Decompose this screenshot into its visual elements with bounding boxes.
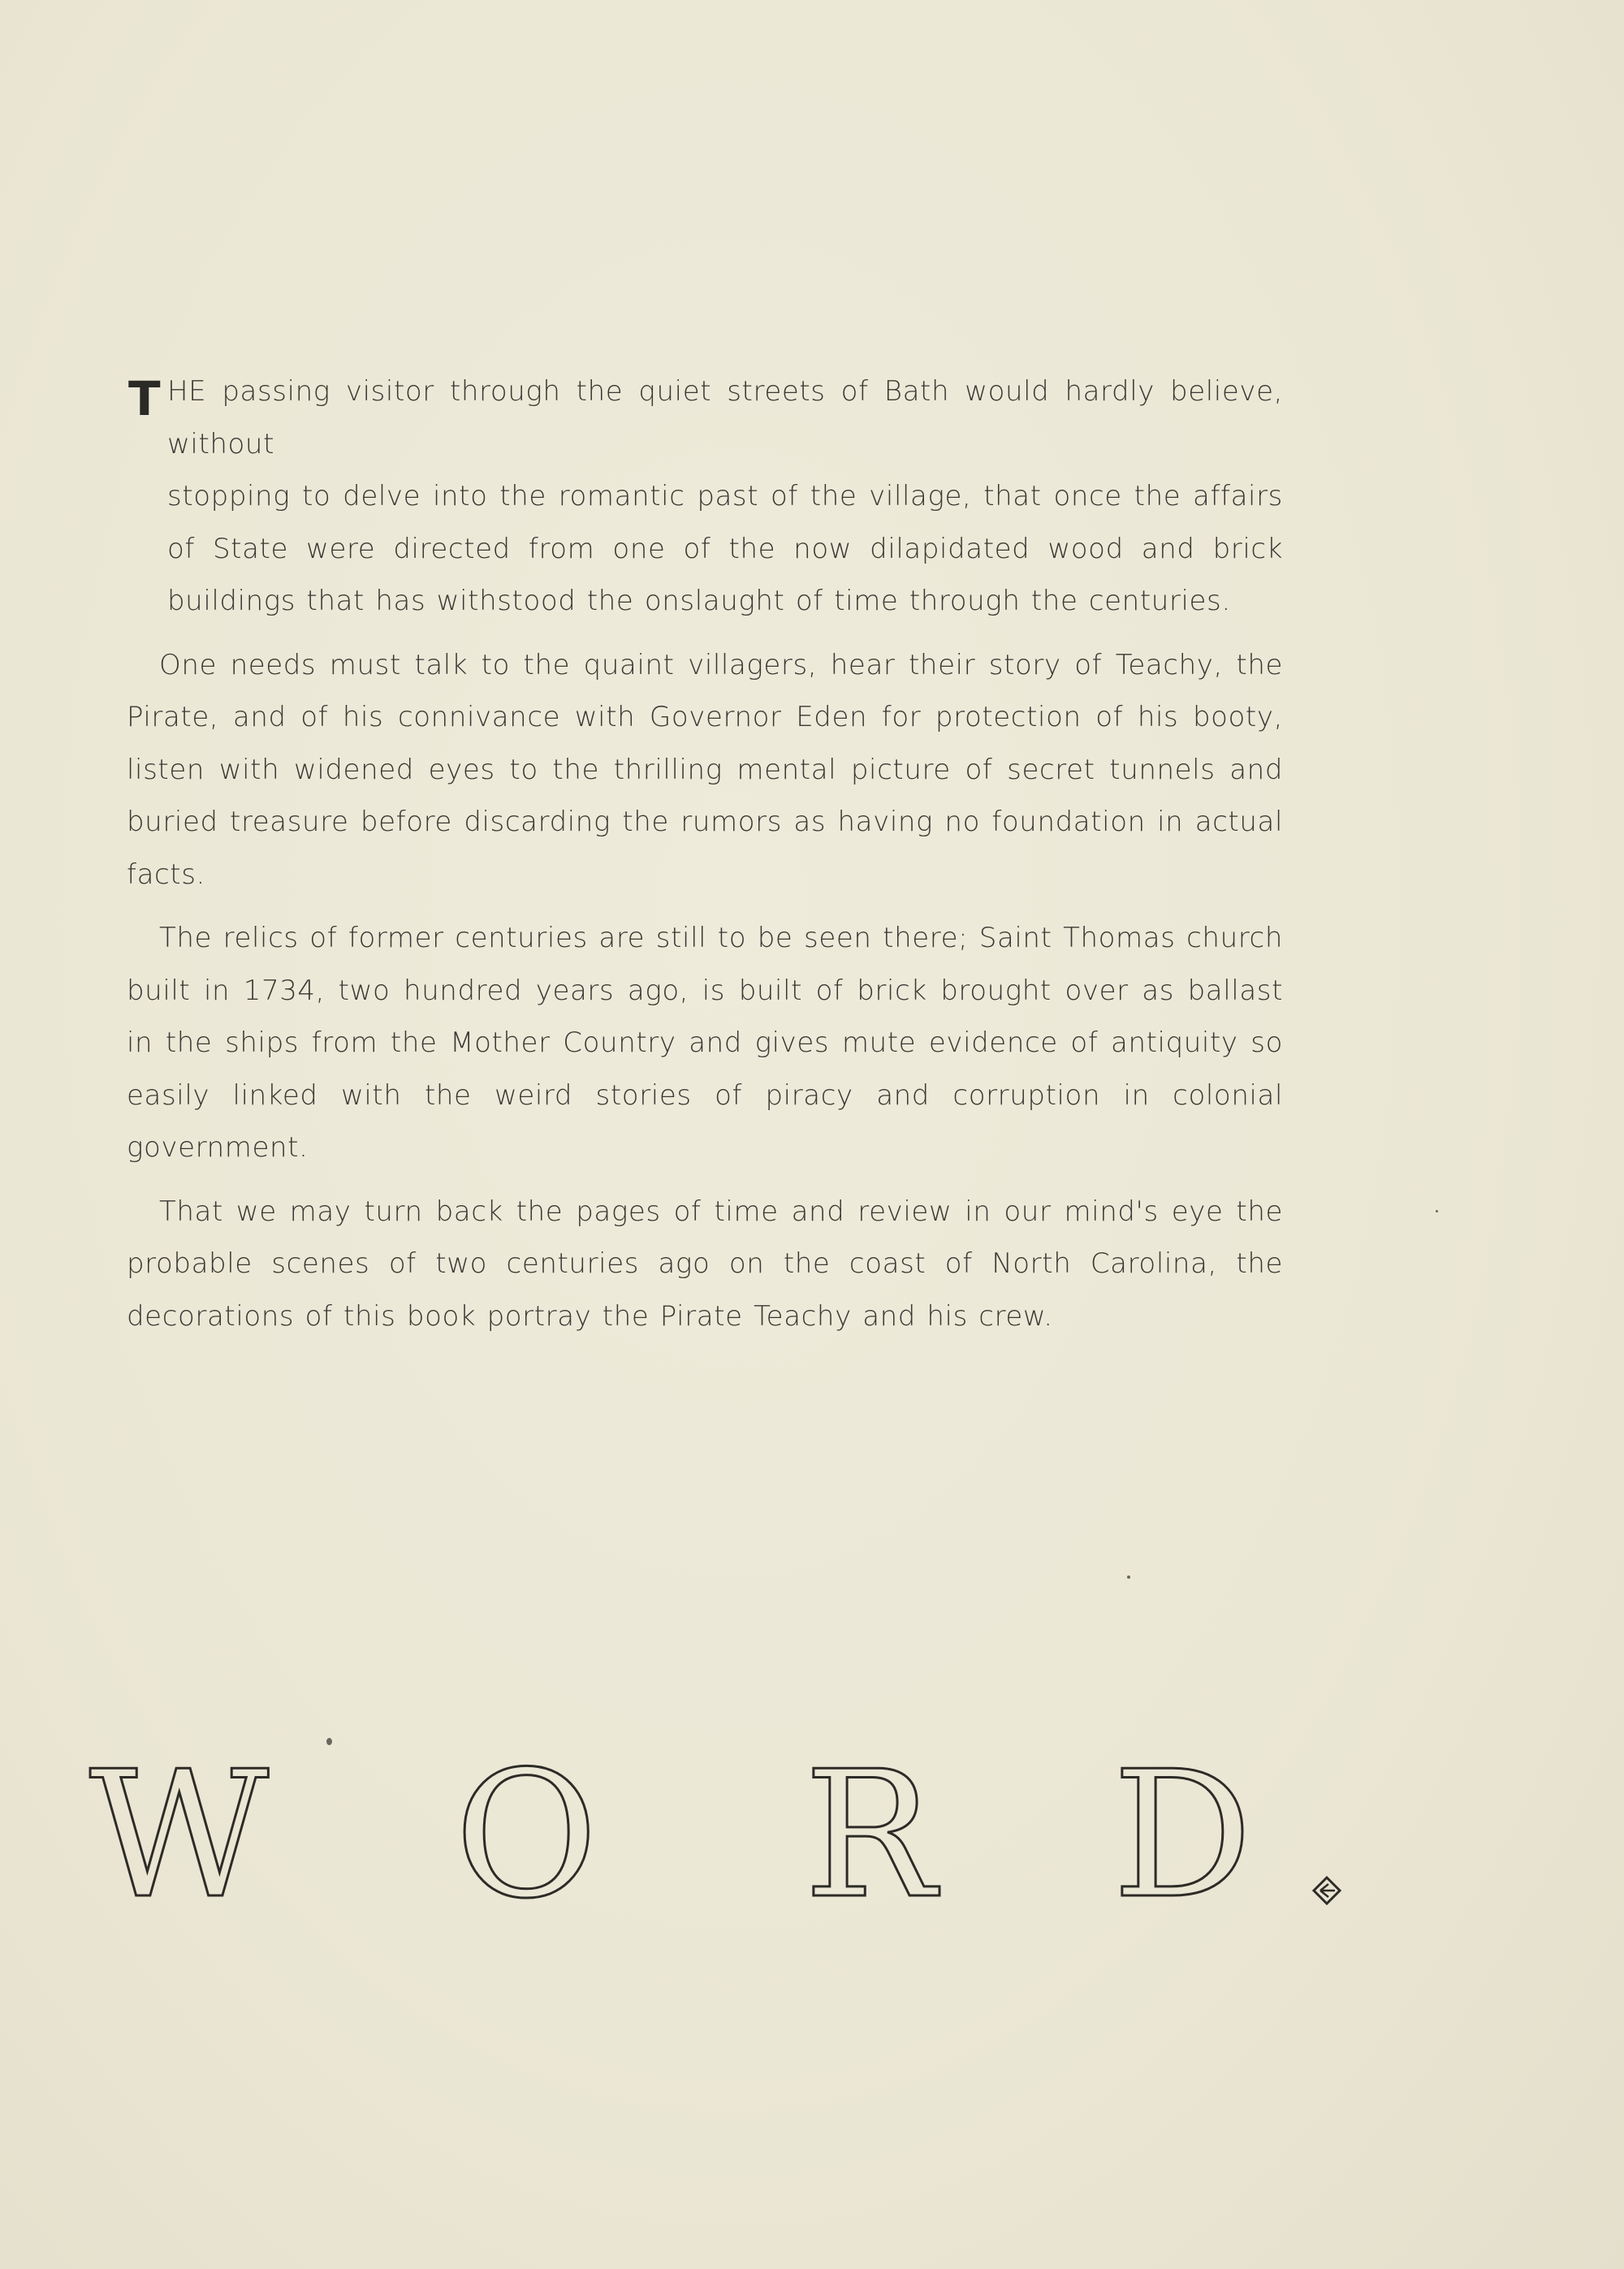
title-word — [89, 1733, 1372, 1937]
paragraph-1 — [127, 365, 1283, 470]
ink-speck — [326, 1738, 332, 1745]
paragraph-1-continued — [127, 470, 1283, 628]
drop-cap: T — [128, 371, 162, 426]
foreword-text — [127, 365, 1283, 1354]
title-letter-w: W — [89, 1733, 269, 1937]
paragraph-1-first-line: HE passing visitor through the quiet streets of Bath would hardly believe, without — [167, 375, 1283, 460]
ink-speck — [1127, 1575, 1130, 1579]
diamond-arrow-ornament-icon — [1311, 1874, 1343, 1907]
title-letter-d: D — [1112, 1733, 1253, 1937]
title-letter-r: R — [804, 1733, 935, 1937]
title-letter-o: O — [455, 1733, 598, 1937]
paragraph-2: One needs must talk to the quaint villagers, hear their story of Teachy, the Pirate, and of his connivance with Governor Eden for protection of his booty, listen with widened eyes to the thrilling mental picture of secret tunnels and buried treasure before discarding the rumors as having no foundation in actual facts. — [127, 648, 1283, 891]
paragraph-4: That we may turn back the pages of time and review in our mind's eye the probable scenes of two centuries ago on the coast of North Carolina, the decorations of this book portray the Pirate Teachy and his crew. — [127, 1195, 1283, 1333]
paragraph-3: The relics of former centuries are still to be seen there; Saint Thomas church built in 1734, two hundred years ago, is built of brick brought over as ballast in the ships from the Mother Country and gives mute evidence of antiquity so easily linked with the weird stories of piracy and corruption in colonial government. — [127, 922, 1283, 1164]
paragraph-1-rest: stopping to delve into the romantic past of the village, that once the affairs of State were directed from one of the now dilapidated wood and brick buildings that has withstood the onslaught of time through the centuries. — [167, 480, 1283, 617]
ink-speck — [1436, 1210, 1438, 1212]
